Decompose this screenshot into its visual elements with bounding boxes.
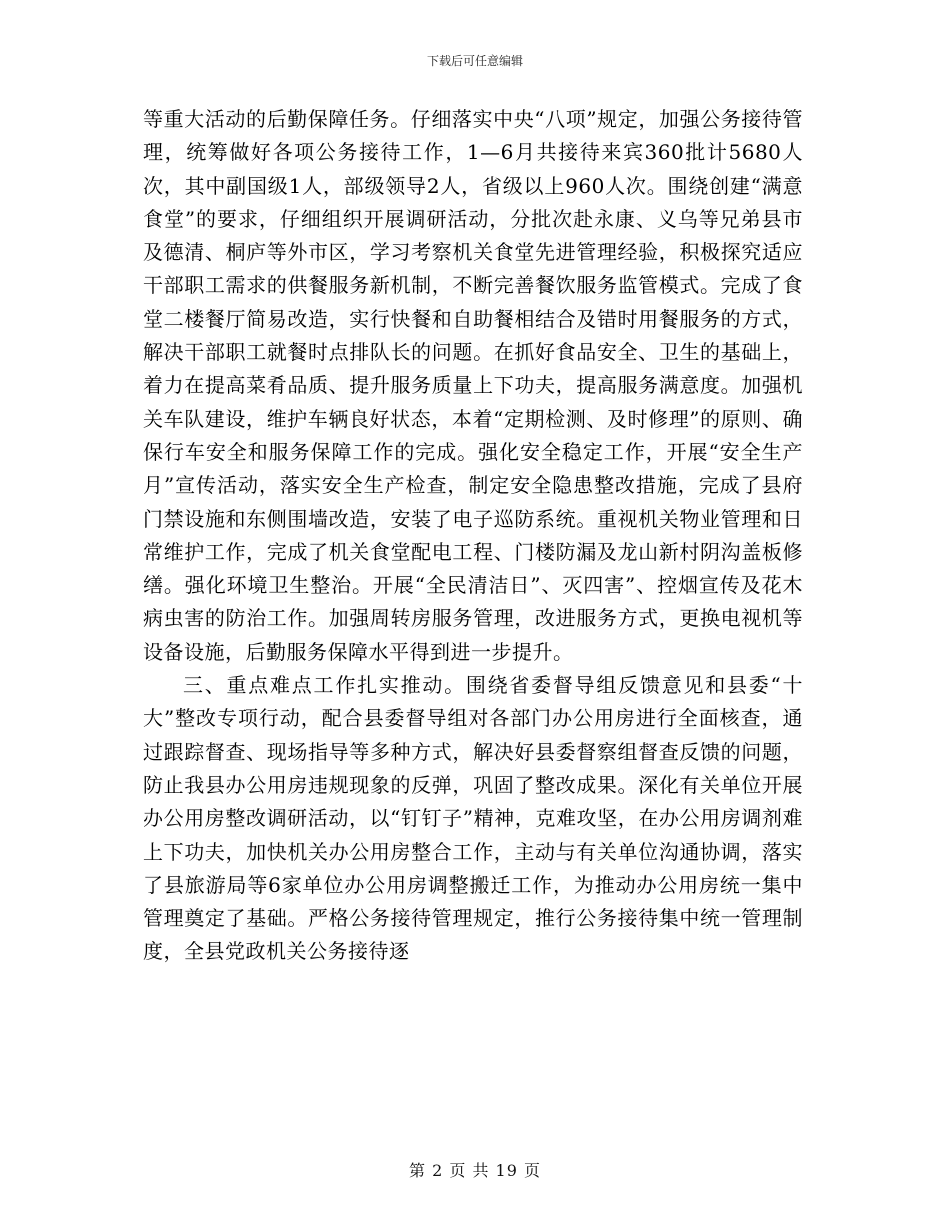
page-footer-number: 第 2 页 共 19 页 [409,1161,541,1180]
document-body [143,103,803,969]
page-header: 下载后可任意编辑 [426,54,523,68]
paragraph-section-three: 三、重点难点工作扎实推动。围绕省委督导组反馈意见和县委“十大”整改专项行动，配合县委督导组对各部门办公用房进行全面核查，通过跟踪督查、现场指导等多种方式，解决好县委督察组督查反馈的问题，防止我县办公用房违规现象的反弹，巩固了整改成果。深化有关单位开展办公用房整改调研活动，以“钉钉子”精神，克难攻坚，在办公用房调剂难上下功夫，加快机关办公用房整合工作，主动与有关单位沟通协调，落实了县旅游局等6家单位办公用房调整搬迁工作，为推动办公用房统一集中管理奠定了基础。严格公务接待管理规定，推行公务接待集中统一管理制度，全县党政机关公务接待逐 [143,673,803,964]
paragraph-continued: 等重大活动的后勤保障任务。仔细落实中央“八项”规定，加强公务接待管理，统筹做好各项公务接待工作，1—6月共接待来宾360批计5680人次，其中副国级1人，部级领导2人，省级以上960人次。围绕创建“满意食堂”的要求，仔细组织开展调研活动，分批次赴永康、义乌等兄弟县市及德清、桐庐等外市区，学习考察机关食堂先进管理经验，积极探究适应干部职工需求的供餐服务新机制，不断完善餐饮服务监管模式。完成了食堂二楼餐厅简易改造，实行快餐和自助餐相结合及错时用餐服务的方式，解决干部职工就餐时点排队长的问题。在抓好食品安全、卫生的基础上，着力在提高菜肴品质、提升服务质量上下功夫，提高服务满意度。加强机关车队建设，维护车辆良好状态，本着“定期检测、及时修理”的原则、确保行车安全和服务保障工作的完成。强化安全稳定工作，开展“安全生产月”宣传活动，落实安全生产检查，制定安全隐患整改措施，完成了县府门禁设施和东侧围墙改造，安装了电子巡防系统。重视机关物业管理和日常维护工作，完成了机关食堂配电工程、门楼防漏及龙山新村阴沟盖板修缮。强化环境卫生整治。开展“全民清洁日”、灭四害”、控烟宣传及花木病虫害的防治工作。加强周转房服务管理，改进服务方式，更换电视机等设备设施，后勤服务保障水平得到进一步提升。 [143,107,803,664]
